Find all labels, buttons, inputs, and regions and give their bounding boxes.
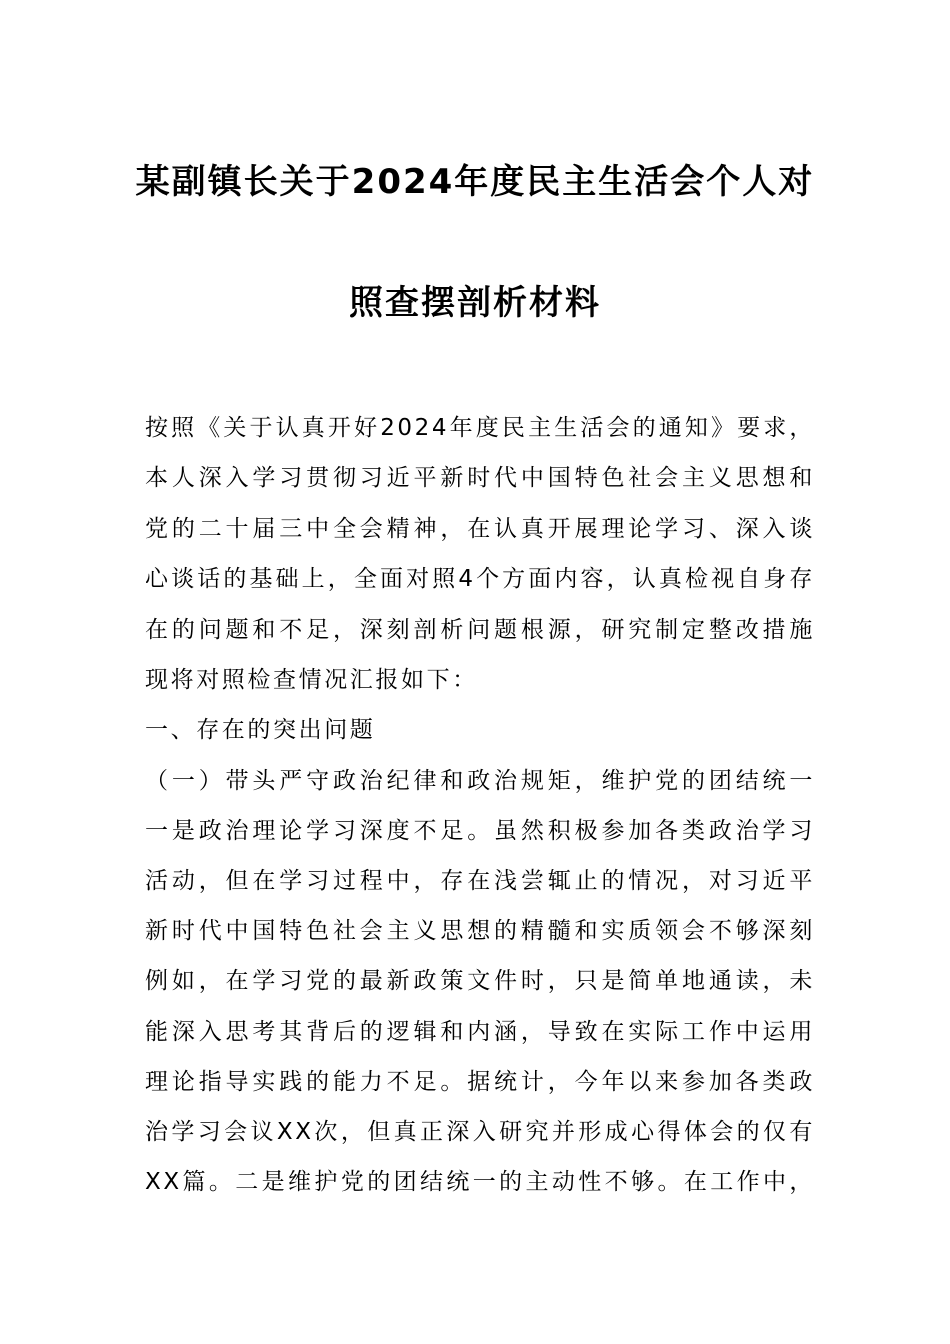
body-line-16: XX篇。二是维护党的团结统一的主动性不够。在工作中， [145,1169,815,1195]
section-heading: 一、存在的突出问题 [145,717,376,743]
body-line-1: 按照《关于认真开好2024年度民主生活会的通知》要求， [145,415,815,441]
document-title-line-1: 某副镇长关于2024年度民主生活会个人对 [135,162,815,202]
body-line-15: 治学习会议XX次，但真正深入研究并形成心得体会的仅有 [145,1119,815,1145]
body-line-6: 现将对照检查情况汇报如下： [145,667,478,693]
body-line-9: 一是政治理论学习深度不足。虽然积极参加各类政治学习 [145,818,815,844]
body-line-14: 理论指导实践的能力不足。据统计，今年以来参加各类政 [145,1069,815,1095]
body-line-13: 能深入思考其背后的逻辑和内涵，导致在实际工作中运用 [145,1019,815,1045]
document-title-line-2: 照查摆剖析材料 [349,283,601,323]
body-line-2: 本人深入学习贯彻习近平新时代中国特色社会主义思想和 [145,465,815,491]
body-line-12: 例如，在学习党的最新政策文件时，只是简单地通读，未 [145,968,815,994]
body-line-11: 新时代中国特色社会主义思想的精髓和实质领会不够深刻 [145,918,815,944]
body-line-3: 党的二十届三中全会精神，在认真开展理论学习、深入谈 [145,516,815,542]
body-line-5: 在的问题和不足，深刻剖析问题根源，研究制定整改措施 [145,617,815,643]
body-line-4: 心谈话的基础上，全面对照4个方面内容，认真检视自身存 [145,566,815,592]
subsection-heading: （一）带头严守政治纪律和政治规矩，维护党的团结统一 [145,768,815,794]
body-line-10: 活动，但在学习过程中，存在浅尝辄止的情况，对习近平 [145,868,815,894]
